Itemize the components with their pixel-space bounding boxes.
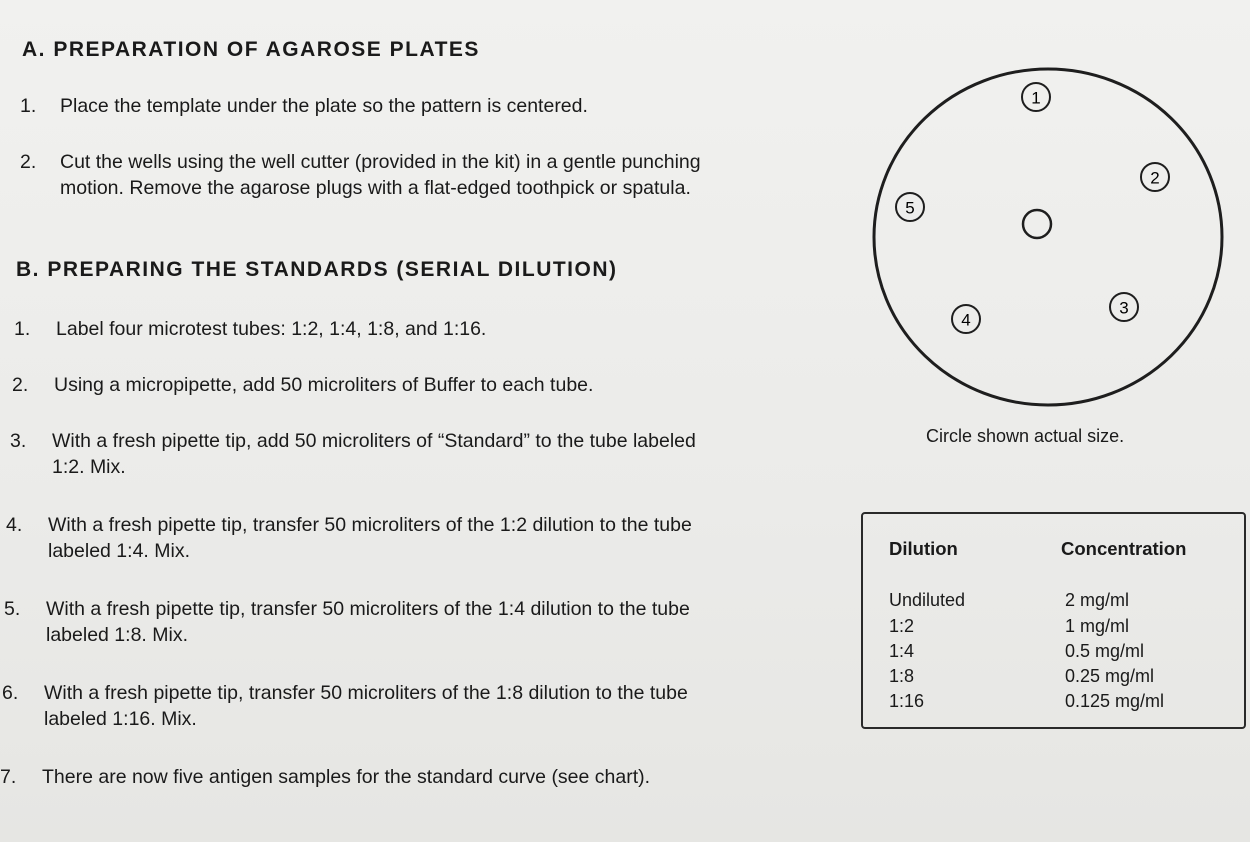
well-1-label: 1 (1031, 88, 1041, 108)
b-step-1 (14, 316, 814, 346)
b-step-3-line-2: 1:2. Mix. (52, 456, 126, 478)
b-step-1-number: 1. (14, 318, 31, 340)
well-4 (952, 305, 980, 333)
dilution-header: Dilution (889, 538, 958, 559)
b-step-4-line-2: labeled 1:4. Mix. (48, 540, 190, 562)
b-step-7-number: 7. (0, 766, 17, 788)
well-5 (896, 193, 924, 221)
well-2-label: 2 (1150, 168, 1160, 188)
b-step-6 (2, 680, 822, 736)
row-3-concentration: 0.5 mg/ml (1065, 641, 1145, 661)
b-step-5 (4, 596, 821, 652)
a-step-1 (20, 93, 820, 123)
row-2-dilution: 1:2 (889, 616, 915, 636)
section-a-heading: A. PREPARATION OF AGAROSE PLATES (22, 38, 480, 61)
b-step-1-text: Label four microtest tubes: 1:2, 1:4, 1:8, and 1:16. (56, 318, 487, 340)
concentration-header: Concentration (1061, 538, 1187, 559)
well-4-label: 4 (961, 310, 971, 330)
center-well (1023, 210, 1051, 238)
a-step-2-line-2: motion. Remove the agarose plugs with a flat-edged toothpick or spatula. (60, 177, 691, 199)
b-step-3-line-1: With a fresh pipette tip, add 50 microliters of “Standard” to the tube labeled (52, 430, 696, 452)
b-step-4-line-1: With a fresh pipette tip, transfer 50 microliters of the 1:2 dilution to the tube (48, 514, 692, 536)
row-1-dilution: Undiluted (889, 590, 966, 610)
a-step-1-text: Place the template under the plate so the pattern is centered. (60, 95, 588, 117)
well-3 (1110, 293, 1138, 321)
well-5-label: 5 (905, 198, 915, 218)
row-2-concentration: 1 mg/ml (1065, 616, 1130, 636)
b-step-7 (0, 764, 820, 794)
row-5-concentration: 0.125 mg/ml (1065, 691, 1165, 711)
row-4-concentration: 0.25 mg/ml (1065, 666, 1155, 686)
well-1 (1022, 83, 1050, 111)
plate-caption: Circle shown actual size. (926, 426, 1125, 446)
b-step-2-number: 2. (12, 374, 29, 396)
row-4-dilution: 1:8 (889, 666, 915, 686)
well-2 (1141, 163, 1169, 191)
b-step-7-text: There are now five antigen samples for the standard curve (see chart). (42, 766, 651, 788)
a-step-2 (20, 149, 820, 205)
b-step-3-number: 3. (10, 430, 27, 452)
b-step-5-line-2: labeled 1:8. Mix. (46, 624, 188, 646)
b-step-2-text: Using a micropipette, add 50 microliters of Buffer to each tube. (54, 374, 594, 396)
dilution-table (861, 512, 1246, 729)
row-5-dilution: 1:16 (889, 691, 925, 711)
b-step-2 (12, 372, 812, 402)
row-1-concentration: 2 mg/ml (1065, 590, 1130, 610)
a-step-2-line-1: Cut the wells using the well cutter (provided in the kit) in a gentle punching (60, 151, 701, 173)
well-3-label: 3 (1119, 298, 1129, 318)
a-step-2-number: 2. (20, 151, 37, 173)
a-step-1-number: 1. (20, 95, 37, 117)
b-step-6-line-1: With a fresh pipette tip, transfer 50 microliters of the 1:8 dilution to the tube (44, 682, 688, 704)
b-step-6-number: 6. (2, 682, 19, 704)
agarose-plate-diagram (860, 60, 1240, 415)
b-step-4 (6, 512, 821, 568)
plate-outline (874, 69, 1222, 405)
row-3-dilution: 1:4 (889, 641, 915, 661)
b-step-5-number: 5. (4, 598, 21, 620)
section-b-heading: B. PREPARING THE STANDARDS (SERIAL DILUTION) (16, 258, 618, 281)
b-step-5-line-1: With a fresh pipette tip, transfer 50 microliters of the 1:4 dilution to the tube (46, 598, 690, 620)
b-step-6-line-2: labeled 1:16. Mix. (44, 708, 197, 730)
b-step-4-number: 4. (6, 514, 23, 536)
b-step-3 (10, 428, 820, 484)
